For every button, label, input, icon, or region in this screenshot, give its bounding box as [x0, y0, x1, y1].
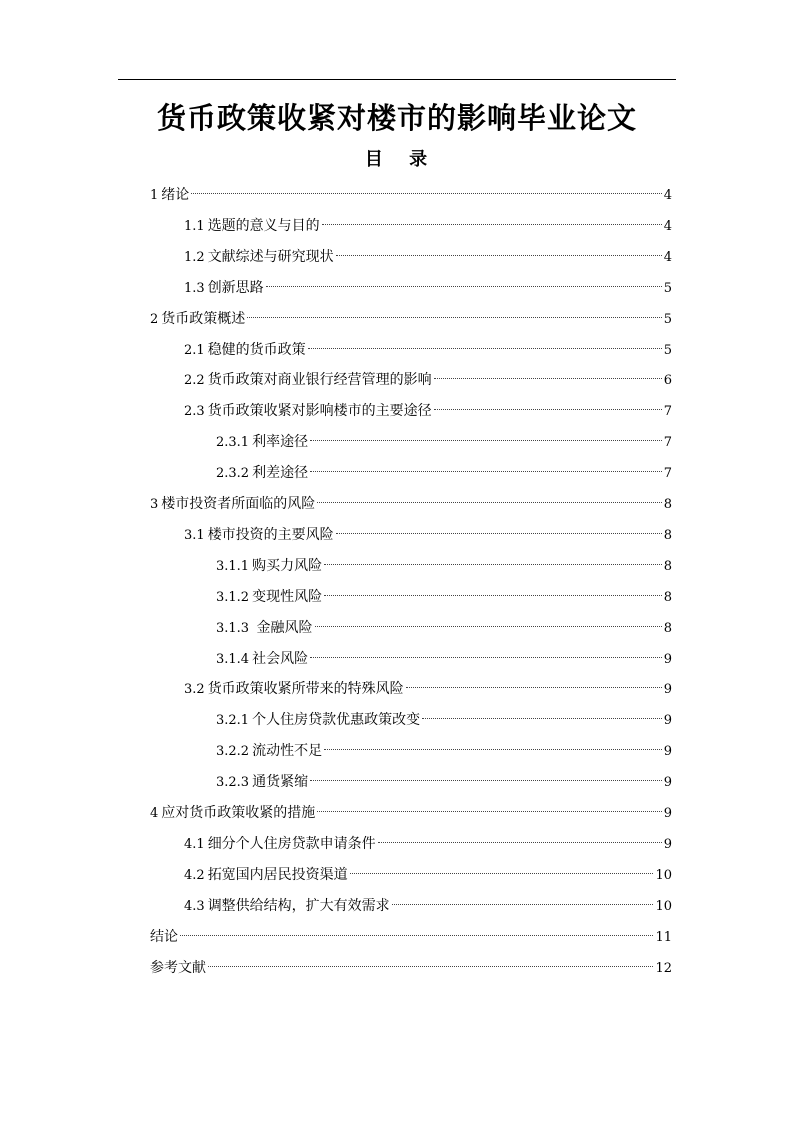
toc-page-number: 7 — [663, 466, 672, 482]
toc-dot-leader — [208, 966, 653, 967]
toc-page-number: 10 — [655, 867, 672, 883]
toc-entry-number: 3.1.1 — [216, 558, 250, 574]
toc-entry[interactable] — [150, 492, 672, 516]
toc-entry-number: 2.2 — [184, 373, 205, 389]
toc-page-number: 9 — [663, 682, 672, 698]
toc-entry[interactable] — [184, 677, 672, 701]
toc-entry[interactable] — [184, 863, 672, 887]
toc-entry-number: 3 — [150, 497, 159, 512]
toc-entry-number: 4.1 — [184, 836, 205, 852]
toc-entry-number: 3.2 — [184, 682, 205, 698]
toc-entry[interactable] — [216, 461, 672, 485]
toc-page-number: 8 — [663, 497, 672, 512]
toc-entry-title: 结论 — [150, 928, 178, 945]
toc-entry-title: 文献综述与研究现状 — [207, 248, 334, 265]
toc-page-number: 12 — [655, 960, 672, 976]
toc-entry[interactable] — [216, 647, 672, 671]
toc-page-number: 7 — [663, 404, 672, 420]
toc-entry-number: 1.1 — [184, 218, 205, 234]
toc-entry-title: 楼市投资的主要风险 — [207, 526, 334, 543]
toc-entry[interactable] — [216, 554, 672, 578]
toc-entry-number: 2.3.2 — [216, 466, 250, 482]
toc-dot-leader — [406, 687, 662, 688]
toc-page-number: 5 — [663, 342, 672, 358]
toc-dot-leader — [324, 749, 662, 750]
toc-entry-title: 个人住房贷款优惠政策改变 — [252, 712, 421, 729]
toc-entry-title: 调整供给结构，扩大有效需求 — [207, 897, 390, 914]
toc-page-number: 8 — [663, 558, 672, 574]
toc-page-number: 4 — [663, 188, 672, 203]
toc-entry[interactable] — [184, 276, 672, 300]
toc-dot-leader — [422, 718, 662, 719]
toc-entry[interactable] — [216, 770, 672, 794]
toc-page-number: 4 — [663, 249, 672, 265]
toc-page-number: 9 — [663, 775, 672, 791]
toc-entry-title: 变现性风险 — [252, 588, 323, 605]
toc-dot-leader — [315, 626, 662, 627]
toc-entry-number: 3.1.3 — [216, 620, 250, 636]
toc-dot-leader — [378, 842, 662, 843]
toc-dot-leader — [324, 564, 662, 565]
toc-dot-leader — [324, 595, 662, 596]
toc-dot-leader — [191, 193, 661, 194]
toc-dot-leader — [308, 348, 662, 349]
document-title: 货币政策收紧对楼市的影响毕业论文 — [156, 101, 637, 135]
toc-page-number: 7 — [663, 435, 672, 451]
toc-page-number: 6 — [663, 373, 672, 389]
toc-entry-title: 货币政策对商业银行经营管理的影响 — [207, 372, 432, 389]
toc-entry-title: 货币政策收紧对影响楼市的主要途径 — [207, 403, 432, 420]
toc-dot-leader — [317, 811, 661, 812]
toc-dot-leader — [434, 378, 662, 379]
toc-entry-title: 绪论 — [161, 187, 190, 203]
toc-dot-leader — [336, 255, 662, 256]
toc-entry-title: 参考文献 — [150, 959, 206, 976]
toc-entry-number: 3.2.2 — [216, 744, 250, 760]
toc-dot-leader — [310, 780, 662, 781]
toc-dot-leader — [317, 502, 661, 503]
toc-entry[interactable] — [216, 708, 672, 732]
toc-dot-leader — [434, 409, 662, 410]
toc-entry-title: 流动性不足 — [252, 743, 323, 760]
toc-heading: 目 录 — [364, 149, 438, 170]
toc-dot-leader — [336, 533, 662, 534]
toc-entry[interactable] — [150, 307, 672, 331]
toc-dot-leader — [247, 317, 661, 318]
toc-page-number: 10 — [655, 898, 672, 914]
toc-dot-leader — [266, 286, 662, 287]
toc-entry[interactable] — [184, 399, 672, 423]
toc-page-number: 8 — [663, 589, 672, 605]
toc-entry-number: 3.2.1 — [216, 713, 250, 729]
toc-entry-number: 4.3 — [184, 898, 205, 914]
toc-page-number: 5 — [663, 280, 672, 296]
toc-dot-leader — [310, 657, 662, 658]
toc-dot-leader — [350, 873, 654, 874]
toc-entry-title: 应对货币政策收紧的措施 — [161, 805, 316, 821]
toc-page-number: 9 — [663, 651, 672, 667]
toc-entry-number: 4.2 — [184, 867, 205, 883]
toc-entry-title: 通货紧缩 — [252, 774, 309, 791]
toc-page-number: 9 — [663, 806, 672, 821]
toc-entry[interactable] — [184, 894, 672, 918]
toc-entry-title: 创新思路 — [207, 279, 264, 296]
toc-entry[interactable] — [184, 832, 672, 856]
toc-page-number: 9 — [663, 713, 672, 729]
toc-entry-number: 1.2 — [184, 249, 205, 265]
toc-entry-number: 2.1 — [184, 342, 205, 358]
toc-page-number: 8 — [663, 527, 672, 543]
toc-entry-number: 2.3.1 — [216, 435, 250, 451]
toc-entry[interactable] — [216, 430, 672, 454]
header-rule — [118, 79, 676, 80]
toc-dot-leader — [322, 224, 662, 225]
toc-entry-title: 金融风险 — [252, 619, 313, 636]
toc-entry[interactable] — [216, 585, 672, 609]
toc-entry-number: 1.3 — [184, 280, 205, 296]
toc-page-number: 9 — [663, 836, 672, 852]
toc-entry[interactable] — [150, 925, 672, 949]
toc-entry[interactable] — [216, 739, 672, 763]
toc-entry-number: 3.1.2 — [216, 589, 250, 605]
toc-page-number: 8 — [663, 620, 672, 636]
toc-entry[interactable] — [150, 956, 672, 980]
toc-entry[interactable] — [216, 616, 672, 640]
toc-page-number: 5 — [663, 311, 672, 327]
toc-entry-title: 利差途径 — [252, 465, 309, 482]
toc-entry-number: 4 — [150, 806, 159, 821]
toc-entry-number: 3.1 — [184, 527, 205, 543]
toc-page-number: 4 — [663, 218, 672, 234]
toc-entry[interactable] — [184, 338, 672, 362]
toc-dot-leader — [310, 471, 662, 472]
toc-entry-number: 2 — [150, 311, 159, 327]
toc-entry-title: 拓宽国内居民投资渠道 — [207, 866, 348, 883]
toc-entry-title: 货币政策收紧所带来的特殊风险 — [207, 681, 404, 698]
toc-dot-leader — [310, 440, 662, 441]
toc-dot-leader — [180, 935, 653, 936]
toc-dot-leader — [392, 904, 654, 905]
toc-entry[interactable] — [184, 523, 672, 547]
toc-entry[interactable] — [184, 245, 672, 269]
toc-entry-title: 货币政策概述 — [161, 310, 246, 327]
toc-entry[interactable] — [184, 368, 672, 392]
toc-entry-title: 社会风险 — [252, 650, 309, 667]
toc-entry-title: 购买力风险 — [252, 557, 323, 574]
toc-entry-title: 细分个人住房贷款申请条件 — [207, 835, 376, 852]
toc-entry-title: 选题的意义与目的 — [207, 217, 320, 234]
toc-entry-title: 楼市投资者所面临的风险 — [161, 496, 316, 512]
toc-entry[interactable] — [184, 214, 672, 238]
toc-entry-title: 稳健的货币政策 — [207, 341, 306, 358]
toc-entry-number: 1 — [150, 188, 159, 203]
toc-entry-title: 利率途径 — [252, 434, 309, 451]
toc-page-number: 11 — [655, 929, 672, 945]
toc-entry-number: 3.1.4 — [216, 651, 250, 667]
toc-page-number: 9 — [663, 744, 672, 760]
toc-entry[interactable] — [150, 183, 672, 207]
toc-entry-number: 3.2.3 — [216, 775, 250, 791]
toc-entry[interactable] — [150, 801, 672, 825]
toc-entry-number: 2.3 — [184, 404, 205, 420]
